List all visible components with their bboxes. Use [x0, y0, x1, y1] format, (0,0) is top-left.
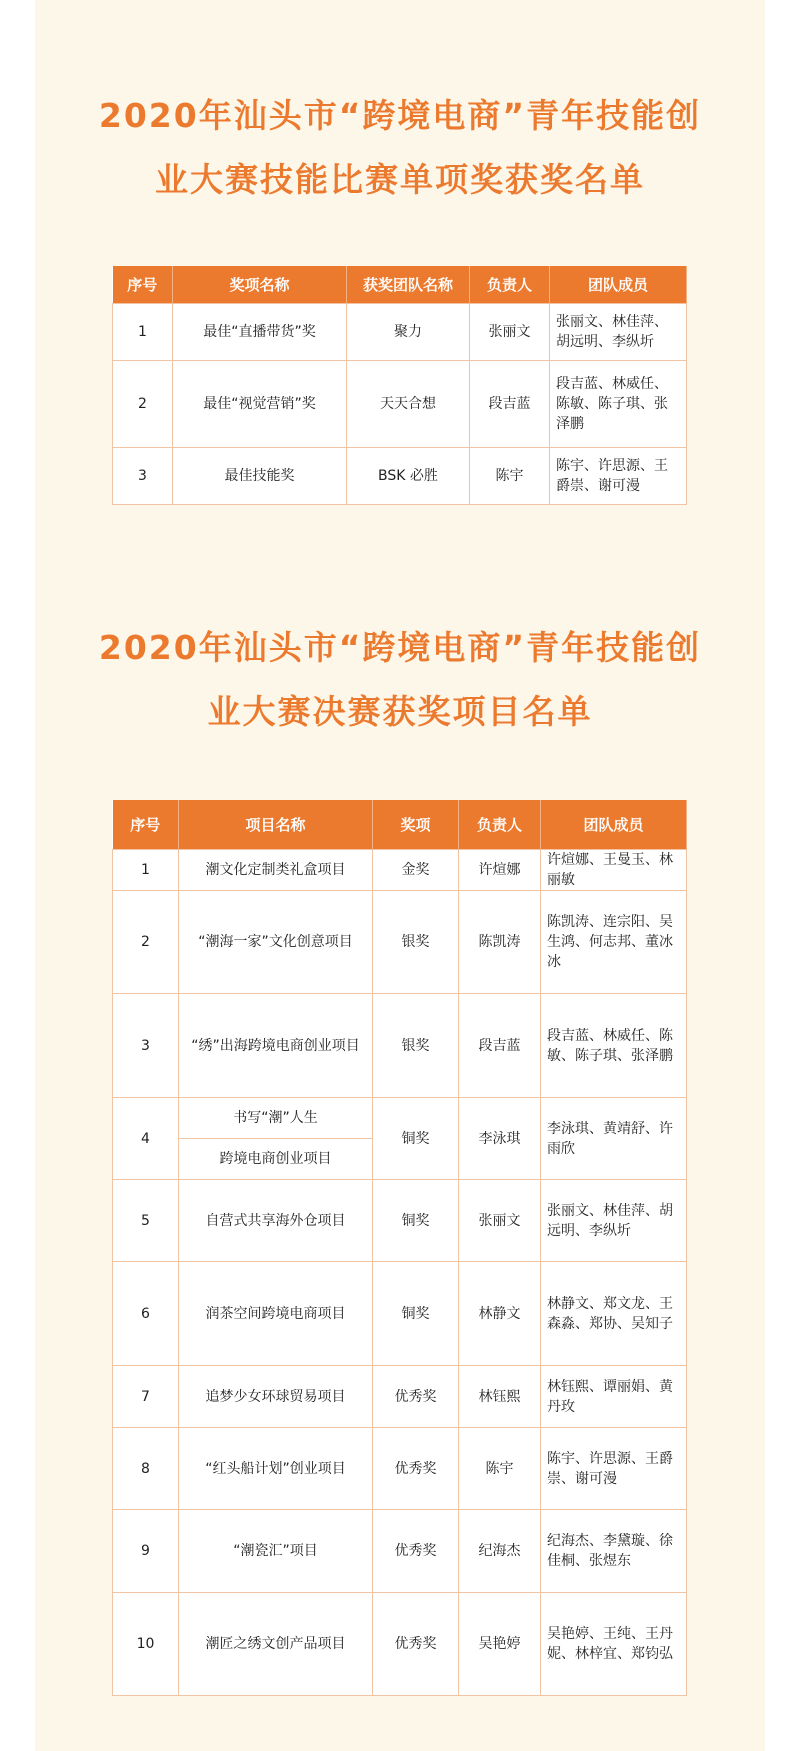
- cell-project: 自营式共享海外仓项目: [179, 1180, 373, 1262]
- cell-leader: 张丽文: [470, 304, 550, 361]
- cell-leader: 林钰熙: [459, 1366, 541, 1428]
- section1-title: [35, 84, 765, 212]
- table-row: [113, 1428, 687, 1510]
- cell-project: “潮瓷汇”项目: [179, 1510, 373, 1593]
- cell-award: 最佳“直播带货”奖: [173, 304, 347, 361]
- table-row: [113, 891, 687, 994]
- cell-members: 张丽文、林佳萍、胡远明、李纵圻: [550, 304, 687, 361]
- cell-project: 追梦少女环球贸易项目: [179, 1366, 373, 1428]
- cell-award: 金奖: [373, 850, 459, 891]
- table-row: [113, 994, 687, 1098]
- section2-title-line1: 2020年汕头市“跨境电商”青年技能创: [98, 628, 702, 667]
- cell-project: 潮文化定制类礼盒项目: [179, 850, 373, 891]
- cell-members: 许煊娜、王曼玉、林丽敏: [541, 850, 687, 891]
- cell-project: “绣”出海跨境电商创业项目: [179, 994, 373, 1098]
- cell-award: 优秀奖: [373, 1428, 459, 1510]
- cell-award: 优秀奖: [373, 1510, 459, 1593]
- header-members: 团队成员: [541, 800, 687, 850]
- cell-award: 银奖: [373, 994, 459, 1098]
- header-leader: 负责人: [470, 266, 550, 304]
- cell-leader: 段吉蓝: [470, 361, 550, 448]
- cell-project: “潮海一家”文化创意项目: [179, 891, 373, 994]
- section1-title-line2: 业大赛技能比赛单项奖获奖名单: [155, 160, 645, 199]
- final-award-table: [112, 800, 687, 1696]
- cell-no: 5: [113, 1180, 179, 1262]
- cell-award: 最佳技能奖: [173, 448, 347, 505]
- cell-project: 潮匠之绣文创产品项目: [179, 1593, 373, 1696]
- cell-no: 10: [113, 1593, 179, 1696]
- cell-project: 润茶空间跨境电商项目: [179, 1262, 373, 1366]
- table-row: [113, 304, 687, 361]
- cell-members: 纪海杰、李黛璇、徐佳桐、张煜东: [541, 1510, 687, 1593]
- header-no: 序号: [113, 800, 179, 850]
- section2-title-line2: 业大赛决赛获奖项目名单: [207, 692, 593, 731]
- cell-award: 铜奖: [373, 1098, 459, 1180]
- cell-leader: 纪海杰: [459, 1510, 541, 1593]
- header-no: 序号: [113, 266, 173, 304]
- cell-project-continued: 跨境电商创业项目: [179, 1139, 373, 1180]
- table-row: [113, 850, 687, 891]
- cell-members: 陈宇、许思源、王爵崇、谢可漫: [541, 1428, 687, 1510]
- table-header-row: [113, 800, 687, 850]
- header-members: 团队成员: [550, 266, 687, 304]
- cell-award: 最佳“视觉营销”奖: [173, 361, 347, 448]
- cell-no: 3: [113, 448, 173, 505]
- table-row: [113, 1098, 687, 1139]
- cell-members: 吴艳婷、王纯、王丹妮、林梓宜、郑钧弘: [541, 1593, 687, 1696]
- header-leader: 负责人: [459, 800, 541, 850]
- cell-project: “红头船计划”创业项目: [179, 1428, 373, 1510]
- cell-no: 6: [113, 1262, 179, 1366]
- cell-no: 2: [113, 891, 179, 994]
- section1-title-line1: 2020年汕头市“跨境电商”青年技能创: [98, 96, 702, 135]
- cell-leader: 李泳琪: [459, 1098, 541, 1180]
- header-award-name: 奖项名称: [173, 266, 347, 304]
- single-award-table: [112, 266, 687, 505]
- cell-leader: 陈凯涛: [459, 891, 541, 994]
- cell-award: 优秀奖: [373, 1593, 459, 1696]
- cell-no: 7: [113, 1366, 179, 1428]
- cell-leader: 陈宇: [470, 448, 550, 505]
- cell-members: 林静文、郑文龙、王森淼、郑协、吴知子: [541, 1262, 687, 1366]
- table-row: [113, 1180, 687, 1262]
- header-project-name: 项目名称: [179, 800, 373, 850]
- table-row: [113, 1593, 687, 1696]
- cell-team: 天天合想: [347, 361, 470, 448]
- table-row: [113, 361, 687, 448]
- cell-no: 3: [113, 994, 179, 1098]
- cell-no: 1: [113, 304, 173, 361]
- cell-no: 2: [113, 361, 173, 448]
- cell-no: 8: [113, 1428, 179, 1510]
- cell-leader: 陈宇: [459, 1428, 541, 1510]
- cell-members: 陈凯涛、连宗阳、吴生鸿、何志邦、董冰冰: [541, 891, 687, 994]
- table-header-row: [113, 266, 687, 304]
- cell-leader: 许煊娜: [459, 850, 541, 891]
- header-team-name: 获奖团队名称: [347, 266, 470, 304]
- cell-members: 林钰熙、谭丽娟、黄丹玫: [541, 1366, 687, 1428]
- cell-members: 李泳琪、黄靖舒、许雨欣: [541, 1098, 687, 1180]
- cell-award: 铜奖: [373, 1180, 459, 1262]
- cell-award: 优秀奖: [373, 1366, 459, 1428]
- cell-members: 段吉蓝、林威任、陈敏、陈子琪、张泽鹏: [541, 994, 687, 1098]
- cell-members: 段吉蓝、林威任、陈敏、陈子琪、张泽鹏: [550, 361, 687, 448]
- section2-title: [35, 616, 765, 744]
- cell-team: 聚力: [347, 304, 470, 361]
- cell-members: 陈宇、许思源、王爵崇、谢可漫: [550, 448, 687, 505]
- cell-leader: 吴艳婷: [459, 1593, 541, 1696]
- header-award: 奖项: [373, 800, 459, 850]
- cell-leader: 段吉蓝: [459, 994, 541, 1098]
- cell-leader: 张丽文: [459, 1180, 541, 1262]
- table-row: [113, 1510, 687, 1593]
- cell-members: 张丽文、林佳萍、胡远明、李纵圻: [541, 1180, 687, 1262]
- cell-award: 银奖: [373, 891, 459, 994]
- cell-no: 9: [113, 1510, 179, 1593]
- cell-project: 书写“潮”人生: [179, 1098, 373, 1139]
- cell-no: 1: [113, 850, 179, 891]
- cell-no: 4: [113, 1098, 179, 1180]
- table-row: [113, 1366, 687, 1428]
- cell-leader: 林静文: [459, 1262, 541, 1366]
- cell-award: 铜奖: [373, 1262, 459, 1366]
- table-row: [113, 1262, 687, 1366]
- cell-team: BSK 必胜: [347, 448, 470, 505]
- table-row: [113, 448, 687, 505]
